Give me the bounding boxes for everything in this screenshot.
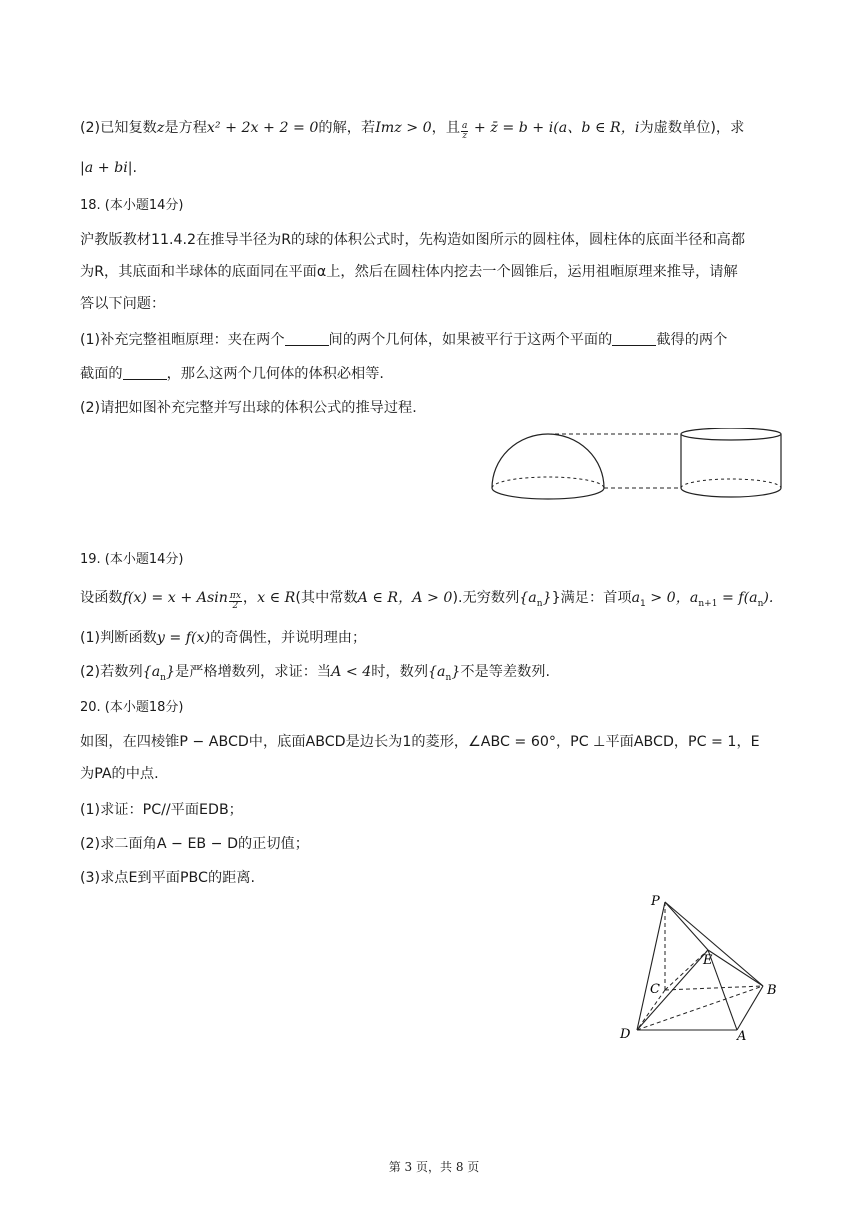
q18-sub1-line2: 截面的 ，那么这两个几何体的体积必相等. [80, 366, 384, 382]
q18-sub2: (2)请把如图补充完整并写出球的体积公式的推导过程. [80, 400, 417, 416]
q20-para-line2: 为PA的中点. [80, 766, 159, 782]
q20-sub1: (1)求证：PC//平面EDB； [80, 802, 243, 818]
fraction-pix-over-2: $\frac{\pi x}{2}$ [229, 591, 241, 611]
answer-blank [123, 365, 167, 380]
q20-sub2: (2)求二面角A − EB − D的正切值； [80, 836, 309, 852]
q19-para-line1: 设函数f(x) = x + Asin $\frac{\pi x}{2}$ ，x ∈ R(其中常数A ∈ R，A > 0).无穷数列$\{a_n\}$}满足：首项$a_1 > 0$，$a_{n+1} = f(a_n)$. [80, 590, 774, 611]
label-A: A [737, 1029, 747, 1044]
q17-part2-line2: |a + bi|. [80, 160, 138, 176]
q19-header: 19. (本小题14分) [80, 552, 184, 567]
answer-blank [612, 331, 656, 346]
q18-header: 18. (本小题14分) [80, 198, 184, 213]
q19-sub1: (1)判断函数y = f(x)的奇偶性，并说明理由； [80, 630, 367, 646]
q17-part2-line1: (2)已知复数z是方程x² + 2x + 2 = 0的解，若Imz > 0，且 $\frac{a}{z}$ + z̄ = b + i(a、b ∈ R，i为虚数单位)，求 [80, 120, 745, 141]
label-C: C [650, 982, 660, 997]
hemisphere-cylinder-figure [485, 428, 805, 518]
q18-para-line2: 为R，其底面和半球体的底面同在平面α上，然后在圆柱体内挖去一个圆锥后，运用祖暅原理来推导，请解 [80, 264, 738, 280]
q20-header: 20. (本小题18分) [80, 700, 184, 715]
label-E: E [703, 953, 713, 968]
q20-para-line1: 如图，在四棱锥P − ABCD中，底面ABCD是边长为1的菱形，∠ABC = 60°，PC ⊥平面ABCD，PC = 1，E [80, 734, 760, 750]
q19-sub2: (2)若数列$\{a_n\}$是严格增数列，求证：当A < 4时，数列$\{a_n\}$不是等差数列. [80, 664, 550, 683]
label-B: B [767, 983, 777, 998]
q18-para-line1: 沪教版教材11.4.2在推导半径为R的球的体积公式时，先构造如图所示的圆柱体，圆柱体的底面半径和高都 [80, 232, 746, 248]
answer-blank [285, 331, 329, 346]
fraction-a-over-z: $\frac{a}{z}$ [462, 121, 468, 141]
q18-para-line3: 答以下问题： [80, 296, 166, 312]
page-footer: 第 3 页，共 8 页 [388, 1160, 480, 1174]
label-P: P [651, 894, 660, 909]
label-D: D [620, 1027, 631, 1042]
q18-sub1-line1: (1)补充完整祖暅原理：夹在两个 间的两个几何体，如果被平行于这两个平面的 截得的两个 [80, 332, 728, 348]
pyramid-figure [615, 890, 805, 1050]
q20-sub3: (3)求点E到平面PBC的距离. [80, 870, 256, 886]
quadratic-equation: x² + 2x + 2 = 0 [206, 120, 319, 136]
